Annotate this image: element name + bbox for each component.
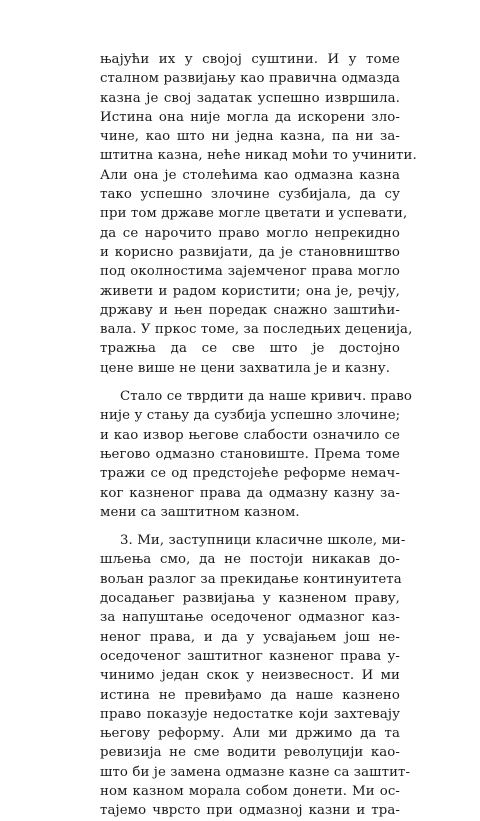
book-page [100,50,417,821]
text-line: тако успешно злочине сузбијала, да су [100,187,400,203]
text-line: под околностима зајемченог права могло [100,264,400,280]
text-line: што би је замена одмазне казне са заштит- [100,764,411,780]
text-line: истина не превиђамо да наше казнено [100,687,400,703]
paragraph-2 [100,387,412,522]
text-line: њајући их у својој суштини. И у томе [100,52,400,67]
text-line: цене више не цени захватила је и казну. [100,360,391,376]
text-line: вољан разлог за прекидање континуитета [100,571,402,587]
text-line: вала. У пркос томе, за последњих деценија, [100,322,413,338]
text-line: да се нарочито право могло непрекидно [100,225,400,241]
text-line: ном казном морала собом донети. Ми ос- [100,783,400,799]
text-line: чинимо један скок у неизвесност. И ми [100,668,400,684]
text-line: тражи се од предстојеће реформе немач- [100,466,400,482]
text-line: право показује недостатке који захтевају [100,706,400,722]
text-line: и као извор његове слабости означило се [100,427,400,443]
text-line: државу и њен поредак снажно заштићи- [100,302,400,318]
text-line: штитна казна, неће никад моћи то учинити. [100,148,417,164]
text-line: Истина она није могла да искорени зло- [100,109,400,125]
paragraph-3 [100,531,411,820]
text-line: живети и радом користити; она је, речју, [100,283,400,299]
text-line: ког казненог права да одмазну казну за- [100,485,400,501]
text-line: 3. Ми, заступници класичне школе, ми- [120,533,406,549]
text-line: за напуштање оседоченог одмазног каз- [100,610,400,626]
text-line: тајемо чврсто при одмазној казни и тра- [100,803,400,819]
text-line: његово одмазно становиште. Према томе [100,446,400,462]
text-line: мени са заштитном казном. [100,504,300,520]
text-line: његову реформу. Али ми држимо да та [100,726,400,742]
text-line: није у стању да сузбија успешно злочине; [100,408,401,424]
text-line: и корисно развијати, да је становништво [100,244,400,260]
text-line: неног права, и да у усвајањем још не- [100,629,400,645]
text-line: Али она је столећима као одмазна казна [100,167,400,183]
text-line: при том државе могле цветати и успевати, [100,206,408,222]
text-line: чине, као што ни једна казна, па ни за- [100,129,400,145]
paragraph-1 [100,50,417,378]
text-line: казна је свој задатак успешно извршила. [100,90,400,106]
text-line: шљења смо, да не постоји никакав до- [100,552,400,568]
text-line: досадањег развијања у казненом праву, [100,591,400,607]
text-line: ревизија не сме водити револуцији као- [100,745,400,761]
text-line: оседоченог заштитног казненог права у- [100,648,400,664]
text-line: Стало се тврдити да наше кривич. право [120,389,412,405]
text-line: тражња да се све што је достојно [100,341,400,357]
text-line: сталном развијању као правична одмазда [100,71,400,87]
